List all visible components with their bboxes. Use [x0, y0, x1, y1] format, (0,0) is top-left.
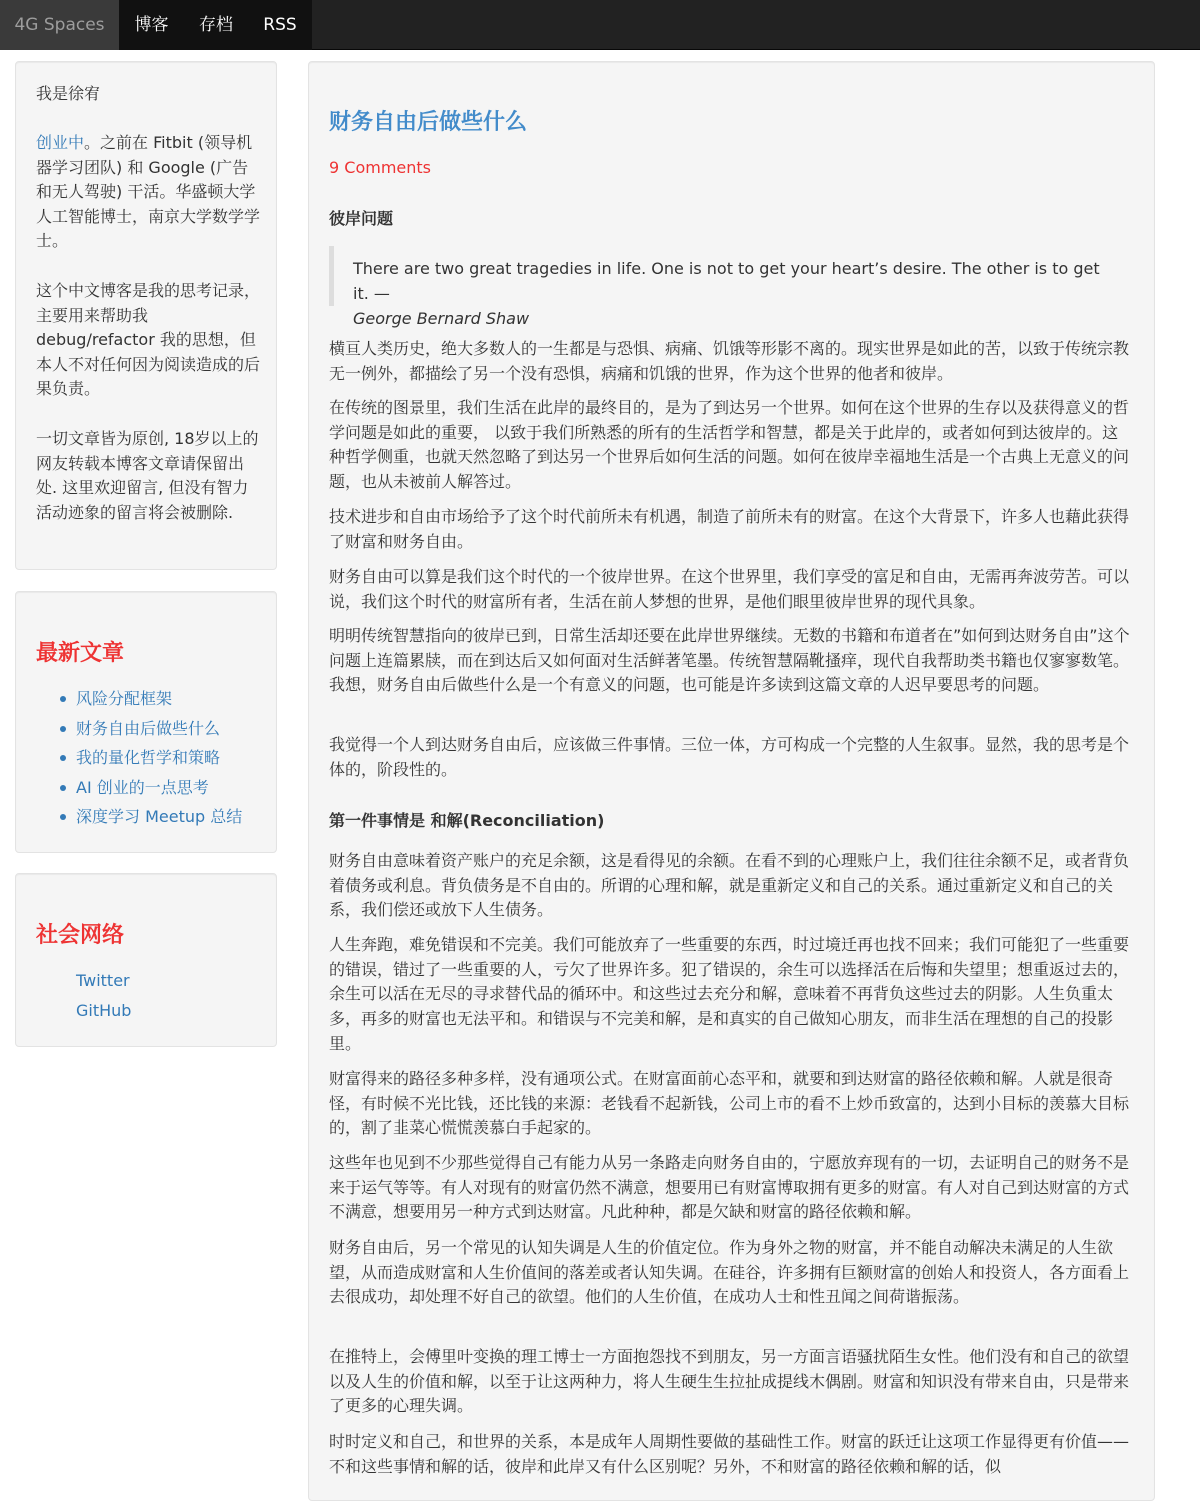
quote-text: There are two great tragedies in life. One is not to get your heart’s desire. The other is to get it. — — [353, 259, 1100, 303]
recent-posts-title: 最新文章 — [36, 641, 125, 666]
paragraph: 在推特上，会傅里叶变换的理工博士一方面抱怨找不到朋友，另一方面言语骚扰陌生女性。他们没有和自己的欲望以及人生的价值和解，以至于让这两种力，将人生硬生生拉扯成提线木偶剧。财富和知识没有带来自由，只是带来了更多的心理失调。 — [329, 1347, 1130, 1416]
paragraph: 财富得来的路径多种多样，没有通项公式。在财富面前心态平和，就要和到达财富的路径依赖和解。人就是很奇怪，有时候不光比钱，还比钱的来源：老钱看不起新钱，公司上市的看不上炒币致富的，达到小目标的羡慕大目标的，割了韭菜心慌慌羡慕白手起家的。 — [329, 1069, 1130, 1138]
paragraph: 在传统的图景里，我们生活在此岸的最终目的，是为了到达另一个世界。如何在这个世界的生存以及获得意义的哲学问题是如此的重要， 以致于我们所熟悉的所有的生活哲学和智慧，都是关于此岸的，或者如何到达彼岸的。这种哲学侧重，也就天然忽略了到达另一个世界后如何生活的问题。如何在彼岸幸福地生活是一个古典上无意义的问题，也从未被前人解答过。 — [329, 398, 1130, 492]
paragraph: 财务自由可以算是我们这个时代的一个彼岸世界。在这个世界里，我们享受的富足和自由，无需再奔波劳苦。可以说，我们这个时代的财富所有者，生活在前人梦想的世界，是他们眼里彼岸世界的现代具象。 — [329, 567, 1130, 611]
social-panel — [15, 873, 277, 1047]
paragraph: 横亘人类历史，绝大多数人的一生都是与恐惧、病痛、饥饿等形影不离的。现实世界是如此的苦，以致于传统宗教无一例外，都描绘了另一个没有恐惧，病痛和饥饿的世界，作为这个世界的他者和彼岸。 — [329, 339, 1130, 383]
nav-archive[interactable]: 存档 — [184, 0, 248, 50]
recent-posts-panel — [15, 591, 277, 853]
bullet-icon — [60, 696, 66, 702]
bullet-icon — [60, 726, 66, 732]
paragraph: 时时定义和自己，和世界的关系，本是成年人周期性要做的基础性工作。财富的跃迁让这项工作显得更有价值——不和这些事情和解的话，彼岸和此岸又有什么区别呢？另外，不和财富的路径依赖和解的话，似 — [329, 1432, 1130, 1476]
recent-post-link[interactable]: 我的量化哲学和策略 — [36, 743, 242, 773]
recent-post-link[interactable]: 风险分配框架 — [36, 684, 242, 714]
quote-author: George Bernard Shaw — [353, 309, 530, 328]
post-panel — [308, 61, 1155, 1501]
bullet-icon — [60, 785, 66, 791]
paragraph: 我觉得一个人到达财务自由后，应该做三件事情。三位一体，方可构成一个完整的人生叙事。显然，我的思考是个体的，阶段性的。 — [329, 735, 1130, 779]
about-bio — [36, 131, 261, 254]
social-title: 社会网络 — [36, 923, 125, 948]
bullet-icon — [60, 755, 66, 761]
recent-posts-list — [36, 684, 242, 832]
recent-post-link[interactable]: 财务自由后做些什么 — [36, 714, 242, 744]
paragraph: 财务自由后，另一个常见的认知失调是人生的价值定位。作为身外之物的财富，并不能自动解决未满足的人生欲望，从而造成财富和人生价值间的落差或者认知失调。在硅谷，许多拥有巨额财富的创始人和投资人，各方面看上去很成功，却处理不好自己的欲望。他们的人生价值，在成功人士和性丑闻之间荷谐振荡。 — [329, 1238, 1130, 1307]
section-heading: 第一件事情是 和解(Reconciliation) — [329, 811, 605, 830]
paragraph: 技术进步和自由市场给予了这个时代前所未有机遇，制造了前所未有的财富。在这个大背景下，许多人也藉此获得了财富和财务自由。 — [329, 507, 1130, 551]
about-blog-intro: 这个中文博客是我的思考记录，主要用来帮助我 debug/refactor 我的思想，但本人不对任何因为阅读造成的后果负责。 — [36, 281, 261, 399]
section-heading: 彼岸问题 — [329, 209, 394, 228]
site-brand[interactable]: 4G Spaces — [0, 0, 119, 50]
recent-post-link[interactable]: 深度学习 Meetup 总结 — [36, 802, 242, 832]
paragraph: 这些年也见到不少那些觉得自己有能力从另一条路走向财务自由的，宁愿放弃现有的一切，去证明自己的财务不是来于运气等等。有人对现有的财富仍然不满意，想要用已有财富博取拥有更多的财富。有人对自己到达财富的方式不满意，想要用另一种方式到达财富。凡此种种，都是欠缺和财富的路径依赖和解。 — [329, 1153, 1130, 1222]
about-bio-text: 。之前在 Fitbit (领导机器学习团队) 和 Google (广告和无人驾驶) 干活。华盛顿大学人工智能博士，南京大学数学学士。 — [36, 133, 261, 251]
nav-blog[interactable]: 博客 — [119, 0, 184, 50]
comments-link[interactable]: 9 Comments — [329, 158, 431, 177]
recent-post-link[interactable]: AI 创业的一点思考 — [36, 773, 242, 803]
about-copyright: 一切文章皆为原创, 18岁以上的网友转载本博客文章请保留出处. 这里欢迎留言, 但没有智力活动迹象的留言将会被删除. — [36, 429, 259, 522]
top-navbar — [0, 0, 1200, 50]
bullet-icon — [60, 814, 66, 820]
about-name: 我是徐宥 — [36, 84, 101, 103]
startup-link[interactable]: 创业中 — [36, 133, 85, 152]
quote-block — [329, 246, 1112, 328]
post-title[interactable]: 财务自由后做些什么 — [329, 110, 528, 135]
social-list — [76, 966, 131, 1026]
about-panel — [15, 61, 277, 570]
paragraph: 明明传统智慧指向的彼岸已到，日常生活却还要在此岸世界继续。无数的书籍和布道者在”如何到达财务自由”这个问题上连篇累牍，而在到达后又如何面对生活鲜著笔墨。传统智慧隔靴搔痒，现代自我帮助类书籍也仅寥寥数笔。我想，财务自由后做些什么是一个有意义的问题，也可能是许多读到这篇文章的人迟早要思考的问题。 — [329, 626, 1130, 695]
paragraph: 人生奔跑，难免错误和不完美。我们可能放弃了一些重要的东西，时过境迁再也找不回来；我们可能犯了一些重要的错误，错过了一些重要的人，亏欠了世界许多。犯了错误的，余生可以选择活在后悔和失望里；想重返过去的，余生可以活在无尽的寻求替代品的循环中。和这些过去充分和解，意味着不再背负这些过去的阴影。人生负重太多，再多的财富也无法平和。和错误与不完美和解，是和真实的自己做知心朋友，而非生活在理想的自己的投影里。 — [329, 935, 1130, 1053]
paragraph: 财务自由意味着资产账户的充足余额，这是看得见的余额。在看不到的心理账户上，我们往往余额不足，或者背负着债务或利息。背负债务是不自由的。所谓的心理和解，就是重新定义和自己的关系。通过重新定义和自己的关系，我们偿还或放下人生债务。 — [329, 851, 1130, 920]
nav-rss[interactable]: RSS — [248, 0, 312, 50]
github-link[interactable]: GitHub — [76, 1001, 132, 1020]
twitter-link[interactable]: Twitter — [76, 971, 130, 990]
